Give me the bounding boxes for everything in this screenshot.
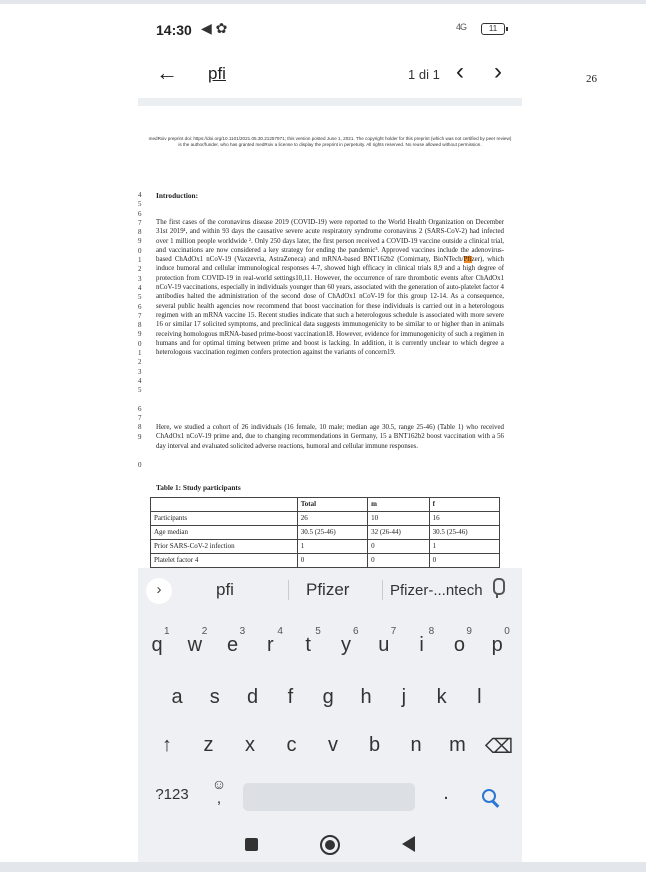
table-cell: 0 — [297, 554, 367, 568]
suggestion-strip — [138, 568, 522, 612]
line-number: 0 — [138, 246, 142, 255]
table-cell: 30.5 (25-46) — [297, 526, 367, 540]
line-number: 6 — [138, 209, 142, 218]
table-cell: Participants — [151, 512, 298, 526]
line-number: 8 — [138, 321, 142, 330]
table-cell: 10 — [368, 512, 430, 526]
navigation-gear-icons: ◀ ✿ — [201, 20, 228, 36]
line-number-gap — [138, 451, 144, 460]
table-cell: 26 — [297, 512, 367, 526]
key-hint-number: 1 — [164, 626, 170, 637]
introduction-heading: Introduction: — [156, 191, 199, 200]
symbols-key[interactable]: ?123 — [155, 786, 189, 803]
paragraph-text: The first cases of the coronavirus disease 2019 (COVID-19) were reported to the World Health Organization on December 31st 2019¹, and within 93 days the causative severe acute respiratory syndrome coronavirus 2 (SARS-CoV-2) had infected over 1 million people worldwide ². Only 250 days later, the first person received a COVID-19 vaccine outside a clinical trial, and vaccinations are now considered a key strategy for ending the pandemic³. Approved vaccines include the adenovirus-based ChAdOx1 nCoV-19 (Vaxzevria, AstraZeneca) and mRNA-based BNT162b2 (Comirnaty, BioNTech/ — [156, 219, 504, 264]
table-cell: 0 — [368, 554, 430, 568]
microphone-icon[interactable] — [490, 578, 504, 600]
top-border — [0, 0, 646, 4]
key-hint-number: 7 — [390, 626, 397, 637]
recent-apps-icon[interactable] — [245, 838, 258, 851]
bottom-border — [0, 862, 646, 872]
line-number: 7 — [138, 218, 142, 227]
table-header-cell: f — [429, 498, 499, 512]
table-cell: Age median — [151, 526, 298, 540]
key-j[interactable]: j — [401, 686, 407, 708]
key-w[interactable]: w — [187, 634, 203, 656]
key-x[interactable]: x — [245, 734, 255, 756]
table-row — [151, 554, 500, 568]
search-highlight: Pfi — [463, 256, 472, 264]
key-z[interactable]: z — [203, 734, 214, 756]
key-n[interactable]: n — [410, 734, 422, 756]
study-participants-table — [150, 497, 500, 568]
line-number: 3 — [138, 367, 142, 376]
back-arrow-icon[interactable]: ← — [156, 60, 178, 85]
key-d[interactable]: d — [247, 686, 259, 708]
space-bar[interactable] — [243, 783, 415, 811]
line-numbers — [138, 191, 144, 470]
phone-screen — [138, 8, 522, 864]
period-key[interactable]: . — [443, 782, 449, 804]
line-number: 6 — [138, 302, 142, 311]
line-number: 4 — [138, 376, 142, 385]
key-l[interactable]: l — [477, 686, 482, 708]
table-title: Table 1: Study participants — [156, 483, 241, 492]
search-input[interactable]: pfi — [208, 64, 226, 83]
table-cell: 16 — [429, 512, 499, 526]
line-number: 8 — [138, 423, 142, 432]
line-number: 4 — [138, 191, 142, 199]
introduction-paragraph-1 — [156, 218, 504, 357]
suggestion-pfizer[interactable]: Pfizer — [306, 580, 350, 599]
key-k[interactable]: k — [436, 686, 447, 708]
search-icon[interactable] — [478, 786, 504, 812]
key-hint-number: 0 — [504, 626, 510, 637]
table-header-row — [151, 498, 500, 512]
key-h[interactable]: h — [360, 686, 372, 708]
system-navigation-bar — [138, 826, 522, 864]
line-number: 5 — [138, 200, 142, 209]
next-match-button[interactable]: › — [494, 58, 502, 85]
key-f[interactable]: f — [287, 686, 294, 708]
key-u[interactable]: u — [378, 634, 390, 656]
line-number-gap — [138, 442, 144, 451]
document-view[interactable] — [138, 108, 522, 572]
line-number-gap — [138, 396, 144, 405]
key-a[interactable]: a — [171, 686, 183, 708]
line-number: 8 — [138, 228, 142, 237]
line-number: 2 — [138, 358, 142, 367]
key-c[interactable]: c — [286, 734, 297, 756]
table-cell: 0 — [429, 554, 499, 568]
back-triangle-icon[interactable] — [402, 836, 415, 852]
line-number: 0 — [138, 339, 142, 348]
line-number: 9 — [138, 432, 142, 441]
line-number: 1 — [138, 256, 142, 265]
previous-match-button[interactable]: ‹ — [456, 58, 464, 85]
line-number: 3 — [138, 274, 142, 283]
table-row — [151, 526, 500, 540]
table-header-cell: m — [368, 498, 430, 512]
table-header-cell — [151, 498, 298, 512]
find-in-document-bar — [138, 52, 522, 96]
key-e[interactable]: e — [227, 634, 239, 656]
key-hint-number: 8 — [428, 626, 435, 637]
line-number: 4 — [138, 283, 142, 292]
suggestion-divider — [288, 580, 289, 600]
table-cell: 0 — [368, 540, 430, 554]
key-t[interactable]: t — [305, 634, 311, 656]
introduction-paragraph-2: Here, we studied a cohort of 26 individuals (16 female, 10 male; median age 30.5, range 25-46) (Table 1) who received ChAdOx1 nCoV-19 prime and, due to changing recommendations in Germany, 15 a BNT162b2 boost vaccination with a 56 day interval and evaluated solicited adverse reactions, humoral and cellular immune responses. — [156, 424, 504, 450]
emoji-icon[interactable]: ☺ — [211, 776, 227, 792]
key-hint-number: 6 — [353, 626, 359, 637]
status-time: 14:30 — [156, 22, 192, 38]
line-number: 1 — [138, 349, 142, 358]
paragraph-text: zer), which induce humoral and cellular immunological responses 4-7, showed high efficacy in clinical trials 8,9 and a high degree of protection from COVID-19 in real-world settings10,11. However, the occurrence of rare thrombotic events after ChAdOx1 nCoV-19 vaccinations, especially in individuals younger than 60 years, associated with the generation of auto-platelet factor 4 antibodies halted the administration of the second dose of ChAdOx1 nCoV-19 for this group 12-14. As a consequence, several public health agencies now recommend that boost vaccination for these individuals is carried out in a heterologous regimen with an mRNA vaccine 15. Recent studies indicate that such a heterologous schedule is associated with more severe 16 or similar 17 solicited symptoms, and preclinical data suggests immunogenicity to be similar to or higher than in animals receiving homologous mRNA-based prime-boost vaccination18. However, evidence for immunogenicity of such a regimen in humans and for optimal timing between prime and boost is lacking. In addition, it is currently unclear to which degree a heterologous vaccination regimen confers protection against the variants of concern19. — [156, 256, 504, 357]
table-cell: 1 — [297, 540, 367, 554]
battery-icon: 11 — [481, 23, 505, 35]
suggestion-pfi[interactable]: pfi — [216, 580, 234, 599]
key-m[interactable]: m — [449, 734, 466, 756]
table-cell: Platelet factor 4 — [151, 554, 298, 568]
suggestion-divider — [382, 580, 383, 600]
signal-icon: 4G — [456, 22, 467, 32]
document-top-divider — [138, 98, 522, 106]
key-r[interactable]: r — [267, 634, 274, 656]
comma-key[interactable]: , — [216, 790, 222, 807]
outer-page-number: 26 — [586, 73, 597, 85]
table-header-cell: Total — [297, 498, 367, 512]
key-hint-number: 5 — [315, 626, 321, 637]
table-cell: 1 — [429, 540, 499, 554]
line-number: 7 — [138, 414, 142, 423]
key-hint-number: 9 — [466, 626, 472, 637]
key-o[interactable]: o — [453, 634, 465, 656]
table-cell: Prior SARS-CoV-2 infection — [151, 540, 298, 554]
line-number: 7 — [138, 311, 142, 320]
backspace-icon[interactable]: ⌫ — [484, 736, 514, 758]
on-screen-keyboard — [138, 568, 522, 864]
shift-icon[interactable]: ↑ — [162, 734, 172, 756]
status-bar — [138, 8, 522, 48]
key-hint-number: 3 — [239, 626, 246, 637]
suggestion-pfizer-biontech[interactable]: Pfizer-...ntech — [390, 582, 483, 599]
table-cell: 30.5 (25-46) — [429, 526, 499, 540]
table-row — [151, 512, 500, 526]
line-number: 5 — [138, 386, 142, 395]
table-row — [151, 540, 500, 554]
line-number: 5 — [138, 293, 142, 302]
preprint-notice: medRxiv preprint doi: https://doi.org/10.1101/2021.05.30.21257971; this version posted June 1, 2021. The copyright holder for this preprint (which was not certified by peer review) is the author/funder, who has granted medRxiv a license to display the preprint in perpetuity. All rights reserved. No reuse allowed without permission. — [148, 136, 512, 147]
line-number: 0 — [138, 460, 142, 469]
line-number: 2 — [138, 265, 142, 274]
home-icon[interactable] — [320, 835, 340, 855]
line-number: 9 — [138, 330, 142, 339]
key-p[interactable]: p — [491, 634, 503, 656]
key-q[interactable]: q — [151, 634, 163, 656]
key-hint-number: 4 — [277, 626, 283, 637]
key-g[interactable]: g — [322, 686, 334, 708]
key-b[interactable]: b — [368, 734, 381, 756]
key-hint-number: 2 — [201, 626, 208, 637]
key-y[interactable]: y — [341, 634, 351, 656]
key-v[interactable]: v — [328, 734, 338, 756]
table-cell: 32 (26-44) — [368, 526, 430, 540]
match-count: 1 di 1 — [408, 67, 440, 82]
key-s[interactable]: s — [209, 686, 220, 708]
line-number: 6 — [138, 404, 142, 413]
line-number: 9 — [138, 237, 142, 246]
key-i[interactable]: i — [419, 634, 424, 656]
expand-suggestions-button[interactable]: › — [146, 578, 172, 604]
